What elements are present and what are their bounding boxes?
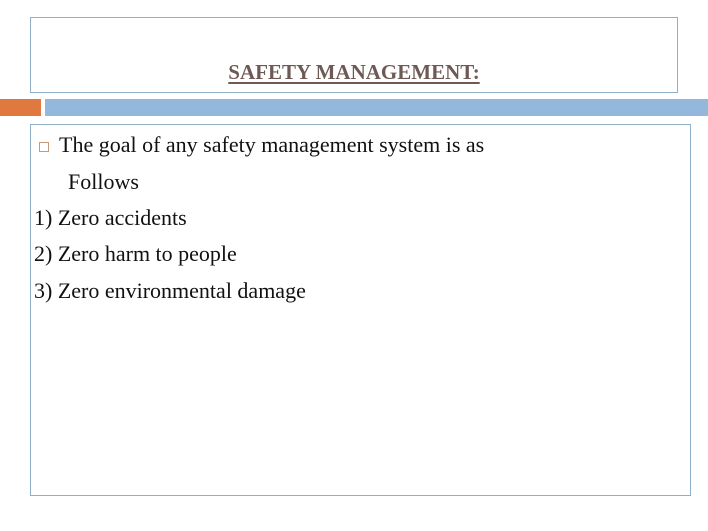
- slide-title: SAFETY MANAGEMENT:: [228, 60, 480, 84]
- content-placeholder: [30, 124, 691, 496]
- list-item: 2) Zero harm to people: [34, 241, 237, 266]
- hollow-square-bullet-icon: [39, 142, 49, 152]
- intro-line-2: Follows: [68, 169, 139, 194]
- list-item: 1) Zero accidents: [34, 205, 187, 230]
- list-item: 3) Zero environmental damage: [34, 278, 306, 303]
- intro-line-1: The goal of any safety management system is as: [59, 132, 485, 157]
- title-placeholder: [30, 17, 678, 93]
- accent-bar-orange: [0, 99, 41, 116]
- accent-bar-blue: [45, 99, 708, 116]
